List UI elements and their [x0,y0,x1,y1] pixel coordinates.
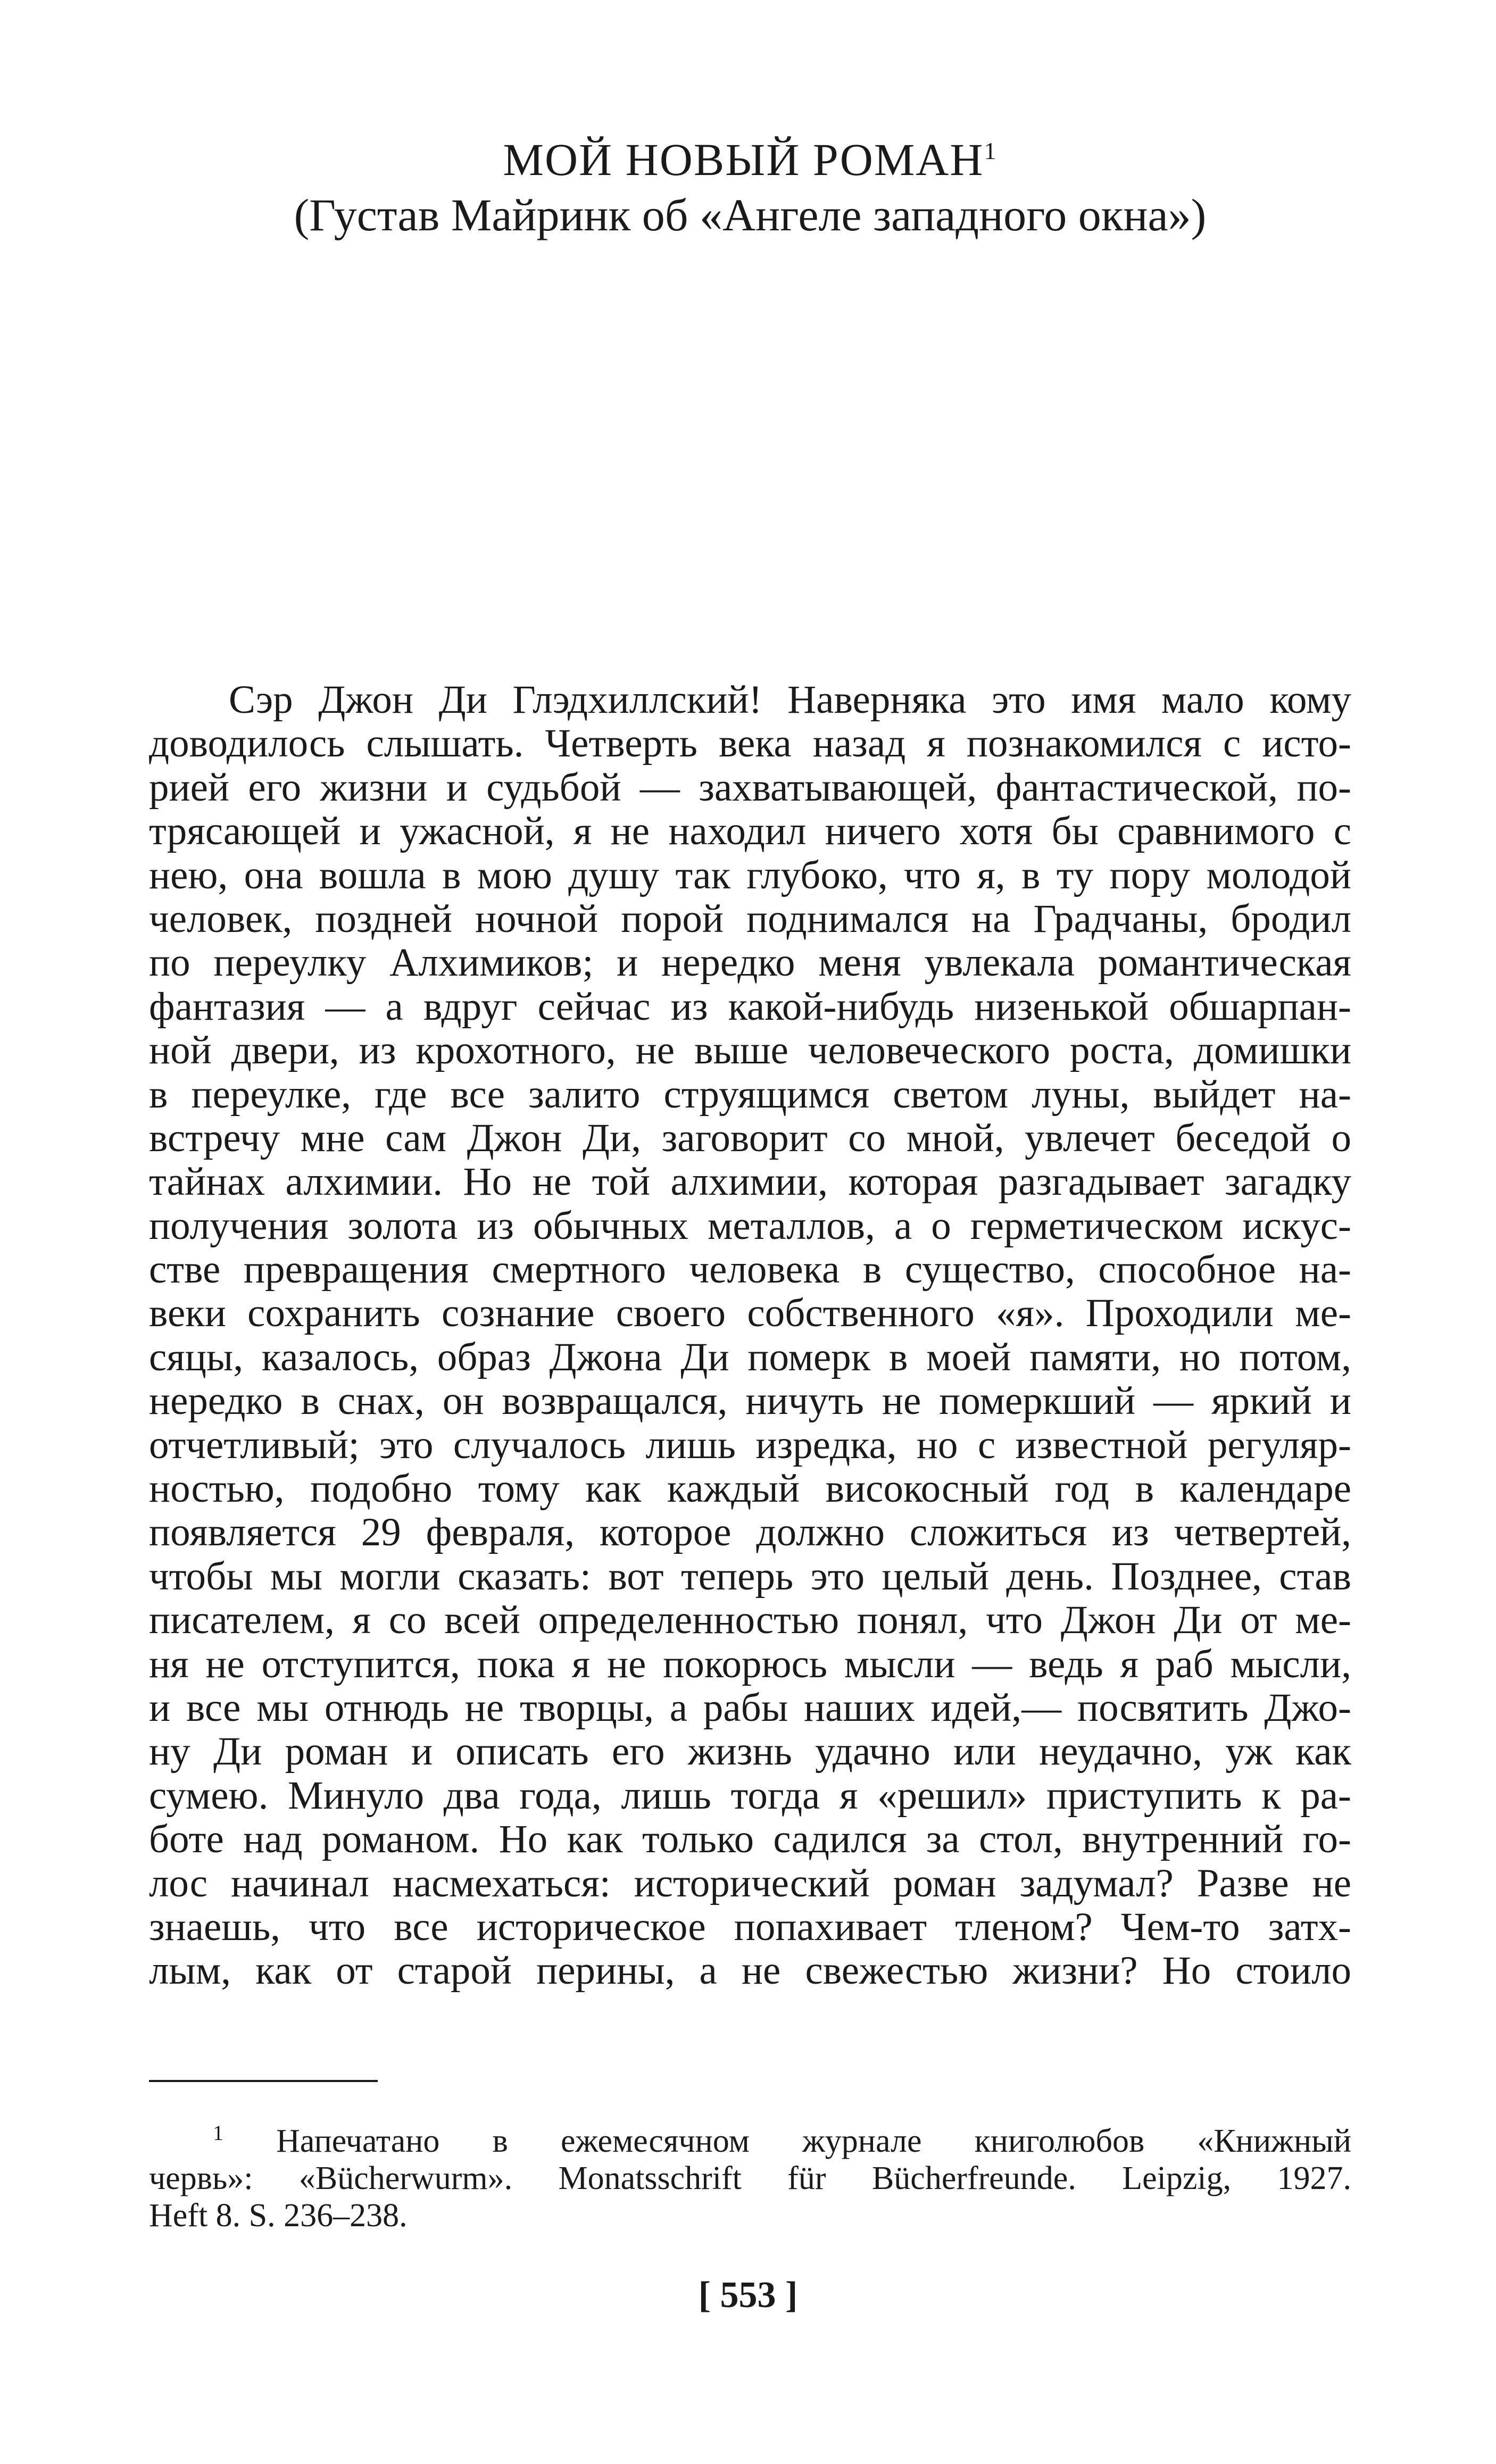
footnote-divider [149,2080,378,2082]
text-line: лос начинал насмехаться: исторический роман задумал? Разве не [149,1861,1351,1905]
text-line: по переулку Алхимиков; и нередко меня увлекала романтическая [149,940,1351,985]
chapter-heading [149,133,1351,242]
text-line: и все мы отнюдь не творцы, а рабы наших идей,— посвятить Джо- [149,1685,1351,1730]
text-line: нередко в снах, он возвращался, ничуть не померкший — яркий и [149,1379,1351,1424]
text-line: нею, она вошла в мою душу так глубоко, что я, в ту пору молодой [149,853,1351,897]
text-line: сяцы, казалось, образ Джона Ди померк в моей памяти, но потом, [149,1335,1351,1379]
text-line: отчетливый; это случалось лишь изредка, но с известной регуляр- [149,1422,1351,1467]
chapter-subtitle: (Густав Майринк об «Ангеле западного окна») [294,189,1207,240]
text-line: человек, поздней ночной порой поднимался на Градчаны, бродил [149,896,1351,941]
text-line: веки сохранить сознание своего собственного «я». Проходили ме- [149,1291,1351,1336]
text-line: тайнах алхимии. Но не той алхимии, которая разгадывает загадку [149,1160,1351,1204]
text-line: трясающей и ужасной, я не находил ничего хотя бы сравнимого с [149,809,1351,854]
text-line: появляется 29 февраля, которое должно сложиться из четвертей, [149,1510,1351,1555]
text-line: фантазия — а вдруг сейчас из какой-нибудь низенькой обшарпан- [149,984,1351,1029]
footnote [149,2122,1351,2234]
footnote-line: Heft 8. S. 236–238. [149,2197,408,2234]
text-line: доводилось слышать. Четверть века назад я познакомился с исто- [149,721,1351,766]
text-line: встречу мне сам Джон Ди, заговорит со мной, увлечет беседой о [149,1116,1351,1160]
text-line: в переулке, где все залито струящимся светом луны, выйдет на- [149,1072,1351,1117]
footnote-marker: 1 [213,2121,223,2145]
text-line: ностью, подобно тому как каждый високосный год в календаре [149,1467,1351,1511]
text-line: чтобы мы могли сказать: вот теперь это целый день. Позднее, став [149,1554,1351,1599]
footnote-line [149,2122,1351,2160]
text-line: Сэр Джон Ди Глэдхиллский! Наверняка это имя мало кому [229,678,1351,722]
text-line: рией его жизни и судьбой — захватывающей, фантастической, по- [149,765,1351,810]
page-number: [ 553 ] [698,2275,798,2316]
text-line: стве превращения смертного человека в существо, способное на- [149,1247,1351,1292]
text-line: ня не отступится, пока я не покорюсь мысли — ведь я раб мысли, [149,1642,1351,1686]
text-line: сумею. Минуло два года, лишь тогда я «решил» приступить к ра- [149,1773,1351,1818]
text-line: ной двери, из крохотного, не выше человеческого роста, домишки [149,1028,1351,1073]
text-line: лым, как от старой перины, а не свежестью жизни? Но стоило [149,1949,1351,1993]
text-line: боте над романом. Но как только садился за стол, внутренний го- [149,1817,1351,1862]
chapter-title-text: МОЙ НОВЫЙ РОМАН [503,134,984,185]
text-line: ну Ди роман и описать его жизнь удачно или неудачно, уж как [149,1729,1351,1774]
footnote-reference: 1 [984,137,998,164]
text-line: знаешь, что все историческое попахивает тленом? Чем-то затх- [149,1904,1351,1949]
footnote-line: червь»: «Bücherwurm». Monatsschrift für Bücherfreunde. Leipzig, 1927. [149,2160,1351,2196]
chapter-title [149,133,1351,186]
text-line: писателем, я со всей определенностью понял, что Джон Ди от ме- [149,1598,1351,1643]
text-line: получения золота из обычных металлов, а о герметическом искус- [149,1203,1351,1248]
body-text [149,678,1351,1993]
footnote-line-text: Напечатано в ежемесячном журнале книголюбов «Книжный [276,2123,1351,2159]
